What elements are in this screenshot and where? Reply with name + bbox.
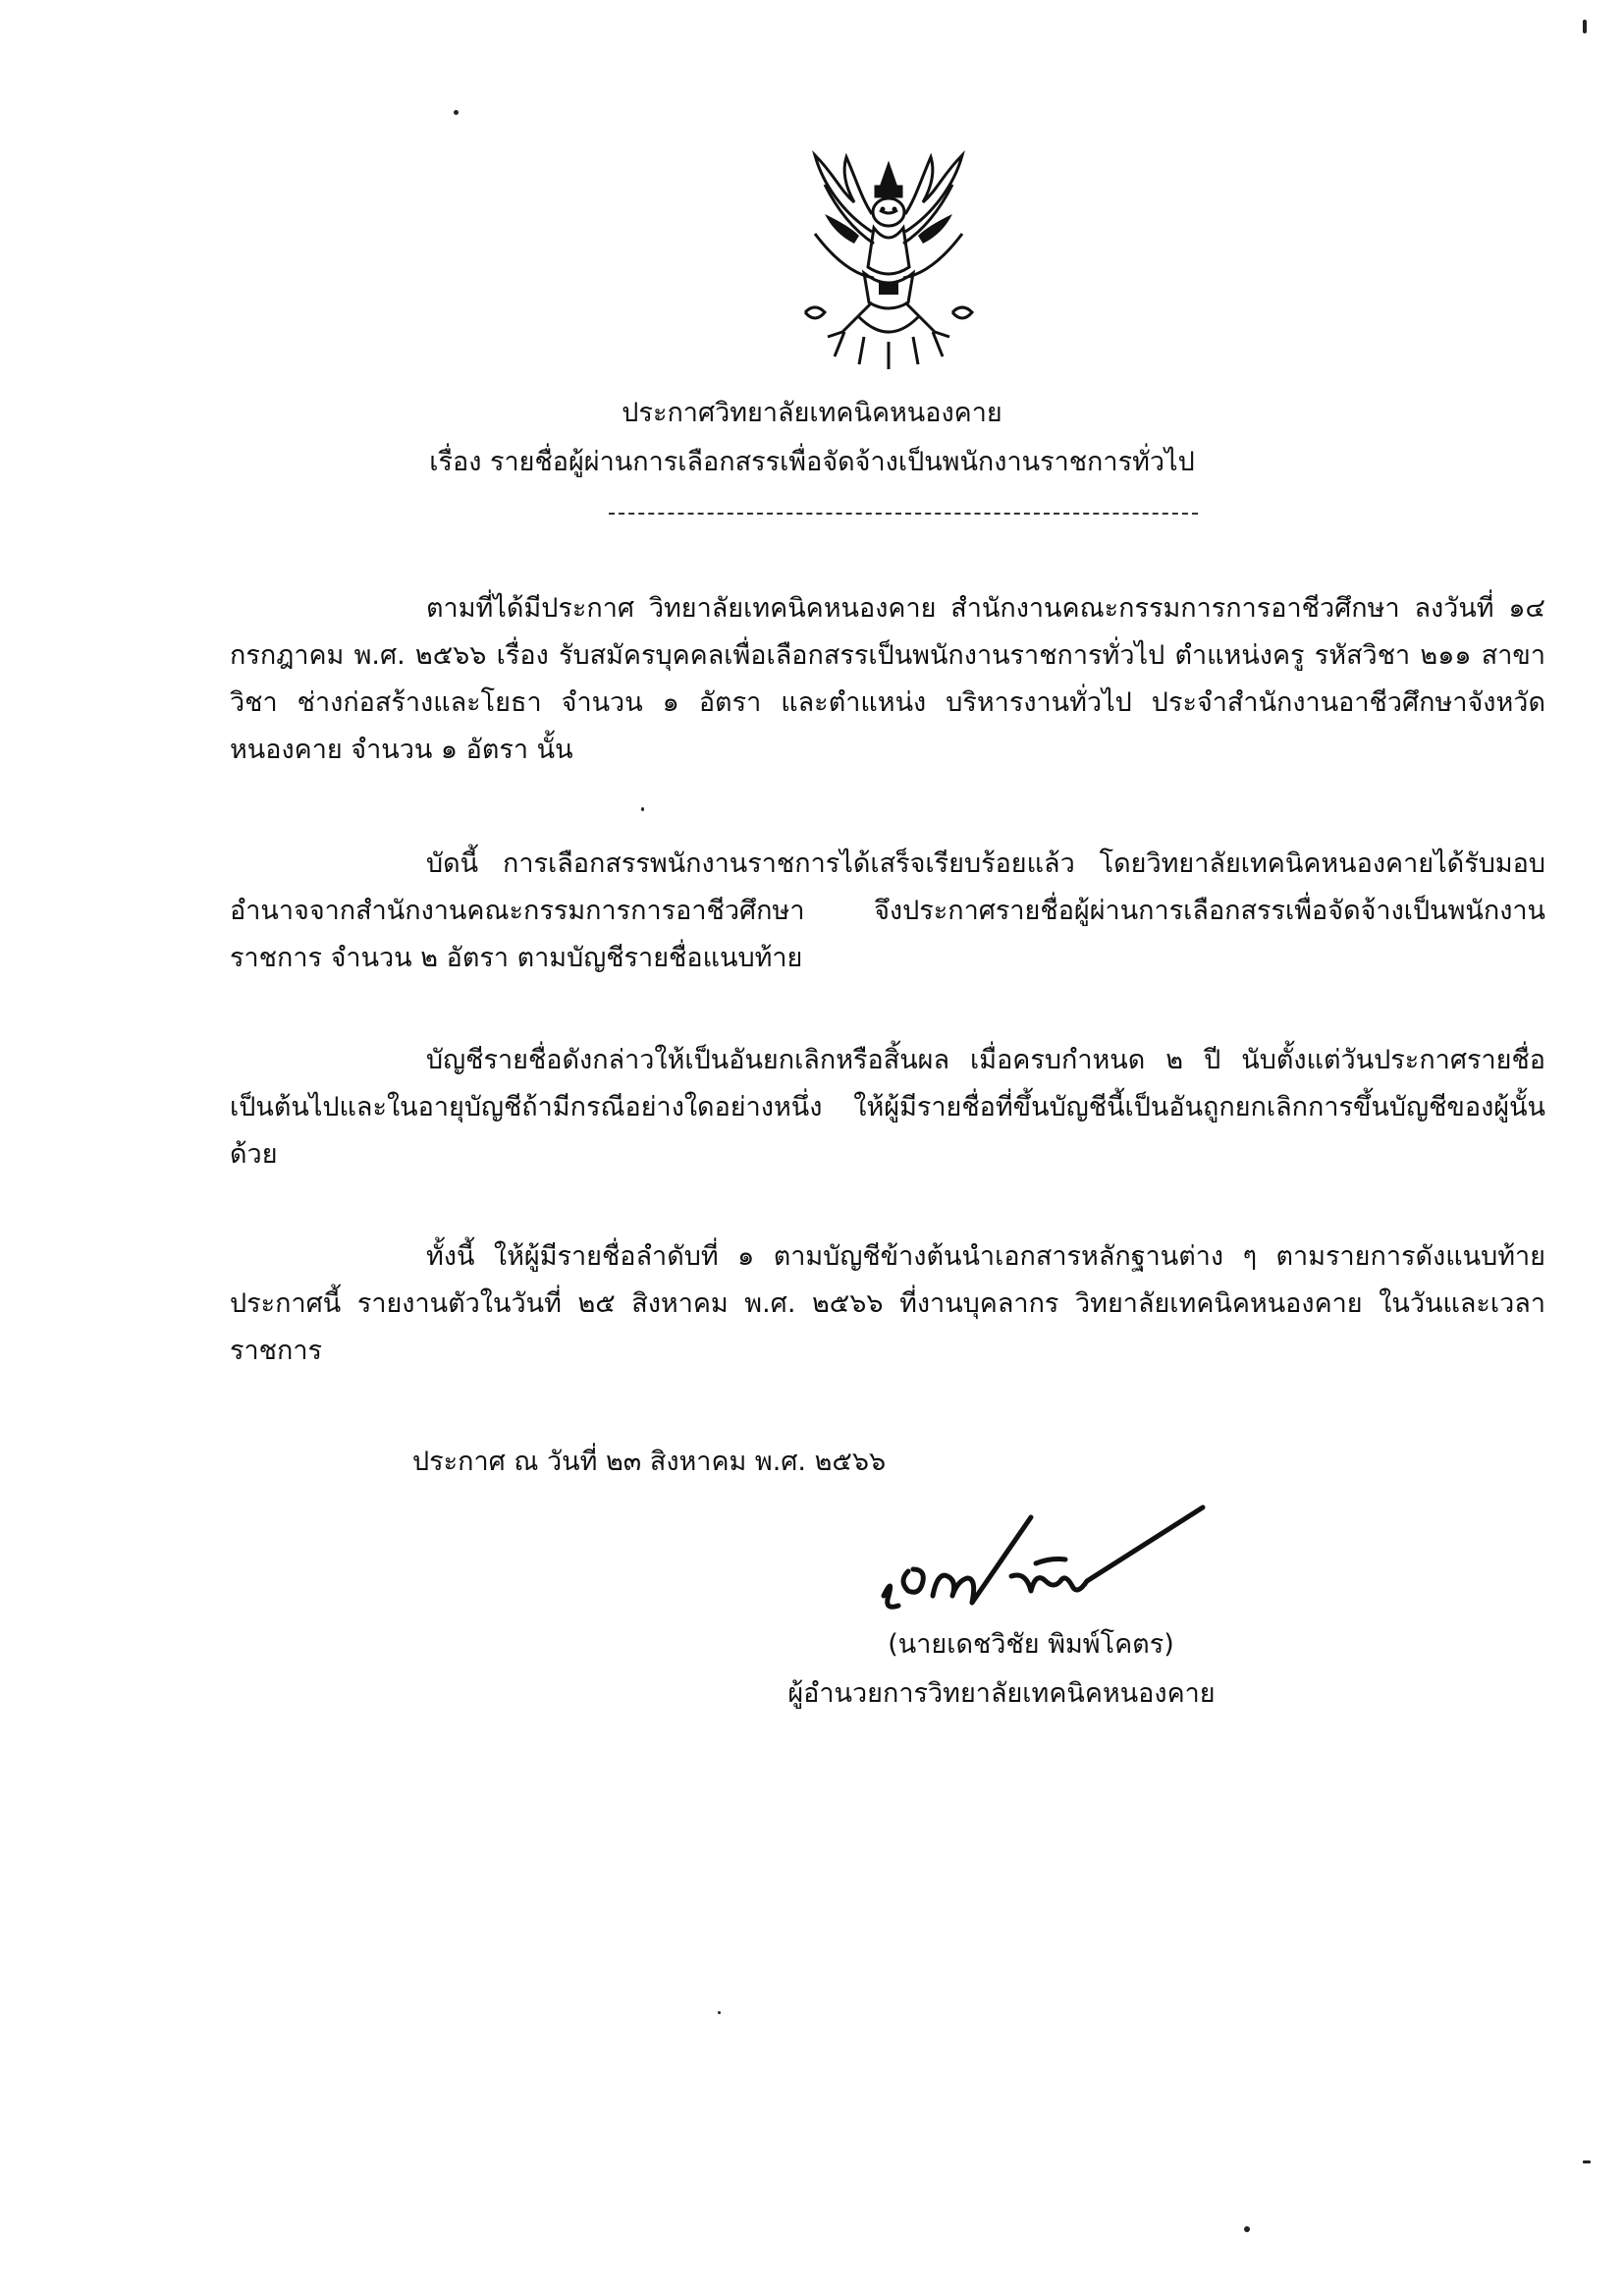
signer-name: (นายเดชวิชัย พิมพ์โคตร) [888,1629,1174,1660]
body-paragraph-4: ทั้งนี้ ให้ผู้มีรายชื่อลำดับที่ ๑ ตามบัญชีข้างต้นนำเอกสารหลักฐานต่าง ๆ ตามรายการดังแนบท้ายประกาศนี้ รายงานตัวในวันที่ ๒๕ สิงหาคม พ.ศ. ๒๕๖๖ ที่งานบุคลากร วิทยาลัยเทคนิคหนองคาย ในวันและเวลาราชการ [230,1241,1545,1366]
signature-image [864,1503,1237,1630]
title-divider [609,513,1198,515]
scan-speck [1583,2160,1591,2163]
scan-speck [718,2011,721,2014]
scan-speck [641,807,644,811]
scan-speck [1244,2226,1250,2232]
body-paragraph-3: บัญชีรายชื่อดังกล่าวให้เป็นอันยกเลิกหรือสิ้นผล เมื่อครบกำหนด ๒ ปี นับตั้งแต่วันประกาศรายชื่อเป็นต้นไปและในอายุบัญชีถ้ามีกรณีอย่างใดอย่างหนึ่ง ให้ผู้มีรายชื่อที่ขึ้นบัญชีนี้เป็นอันถูกยกเลิกการขึ้นบัญชีของผู้นั้นด้วย [230,1045,1545,1170]
scan-speck [1583,20,1587,33]
announcement-subject: เรื่อง รายชื่อผู้ผ่านการเลือกสรรเพื่อจัดจ้างเป็นพนักงานราชการทั่วไป [429,447,1195,477]
body-paragraph-2: บัดนี้ การเลือกสรรพนักงานราชการได้เสร็จเรียบร้อยแล้ว โดยวิทยาลัยเทคนิคหนองคายได้รับมอบอำนาจจากสำนักงานคณะกรรมการการอาชีวศึกษา จึงประกาศรายชื่อผู้ผ่านการเลือกสรรเพื่อจัดจ้างเป็นพนักงานราชการ จำนวน ๒ อัตรา ตามบัญชีรายชื่อแนบท้าย [230,848,1545,973]
body-paragraph-1: ตามที่ได้มีประกาศ วิทยาลัยเทคนิคหนองคาย สำนักงานคณะกรรมการการอาชีวศึกษา ลงวันที่ ๑๔ กรกฎาคม พ.ศ. ๒๕๖๖ เรื่อง รับสมัครบุคคลเพื่อเลือกสรรเป็นพนักงานราชการทั่วไป ตำแหน่งครู รหัสวิชา ๒๑๑ สาขาวิชา ช่างก่อสร้างและโยธา จำนวน ๑ อัตรา และตำแหน่ง บริหารงานทั่วไป ประจำสำนักงานอาชีวศึกษาจังหวัดหนองคาย จำนวน ๑ อัตรา นั้น [230,593,1545,765]
signer-title: ผู้อำนวยการวิทยาลัยเทคนิคหนองคาย [787,1678,1216,1709]
announcement-title: ประกาศวิทยาลัยเทคนิคหนองคาย [622,398,1002,428]
scan-speck [454,110,459,115]
announcement-date: ประกาศ ณ วันที่ ๒๓ สิงหาคม พ.ศ. ๒๕๖๖ [412,1447,887,1477]
garuda-emblem-icon [785,145,992,371]
